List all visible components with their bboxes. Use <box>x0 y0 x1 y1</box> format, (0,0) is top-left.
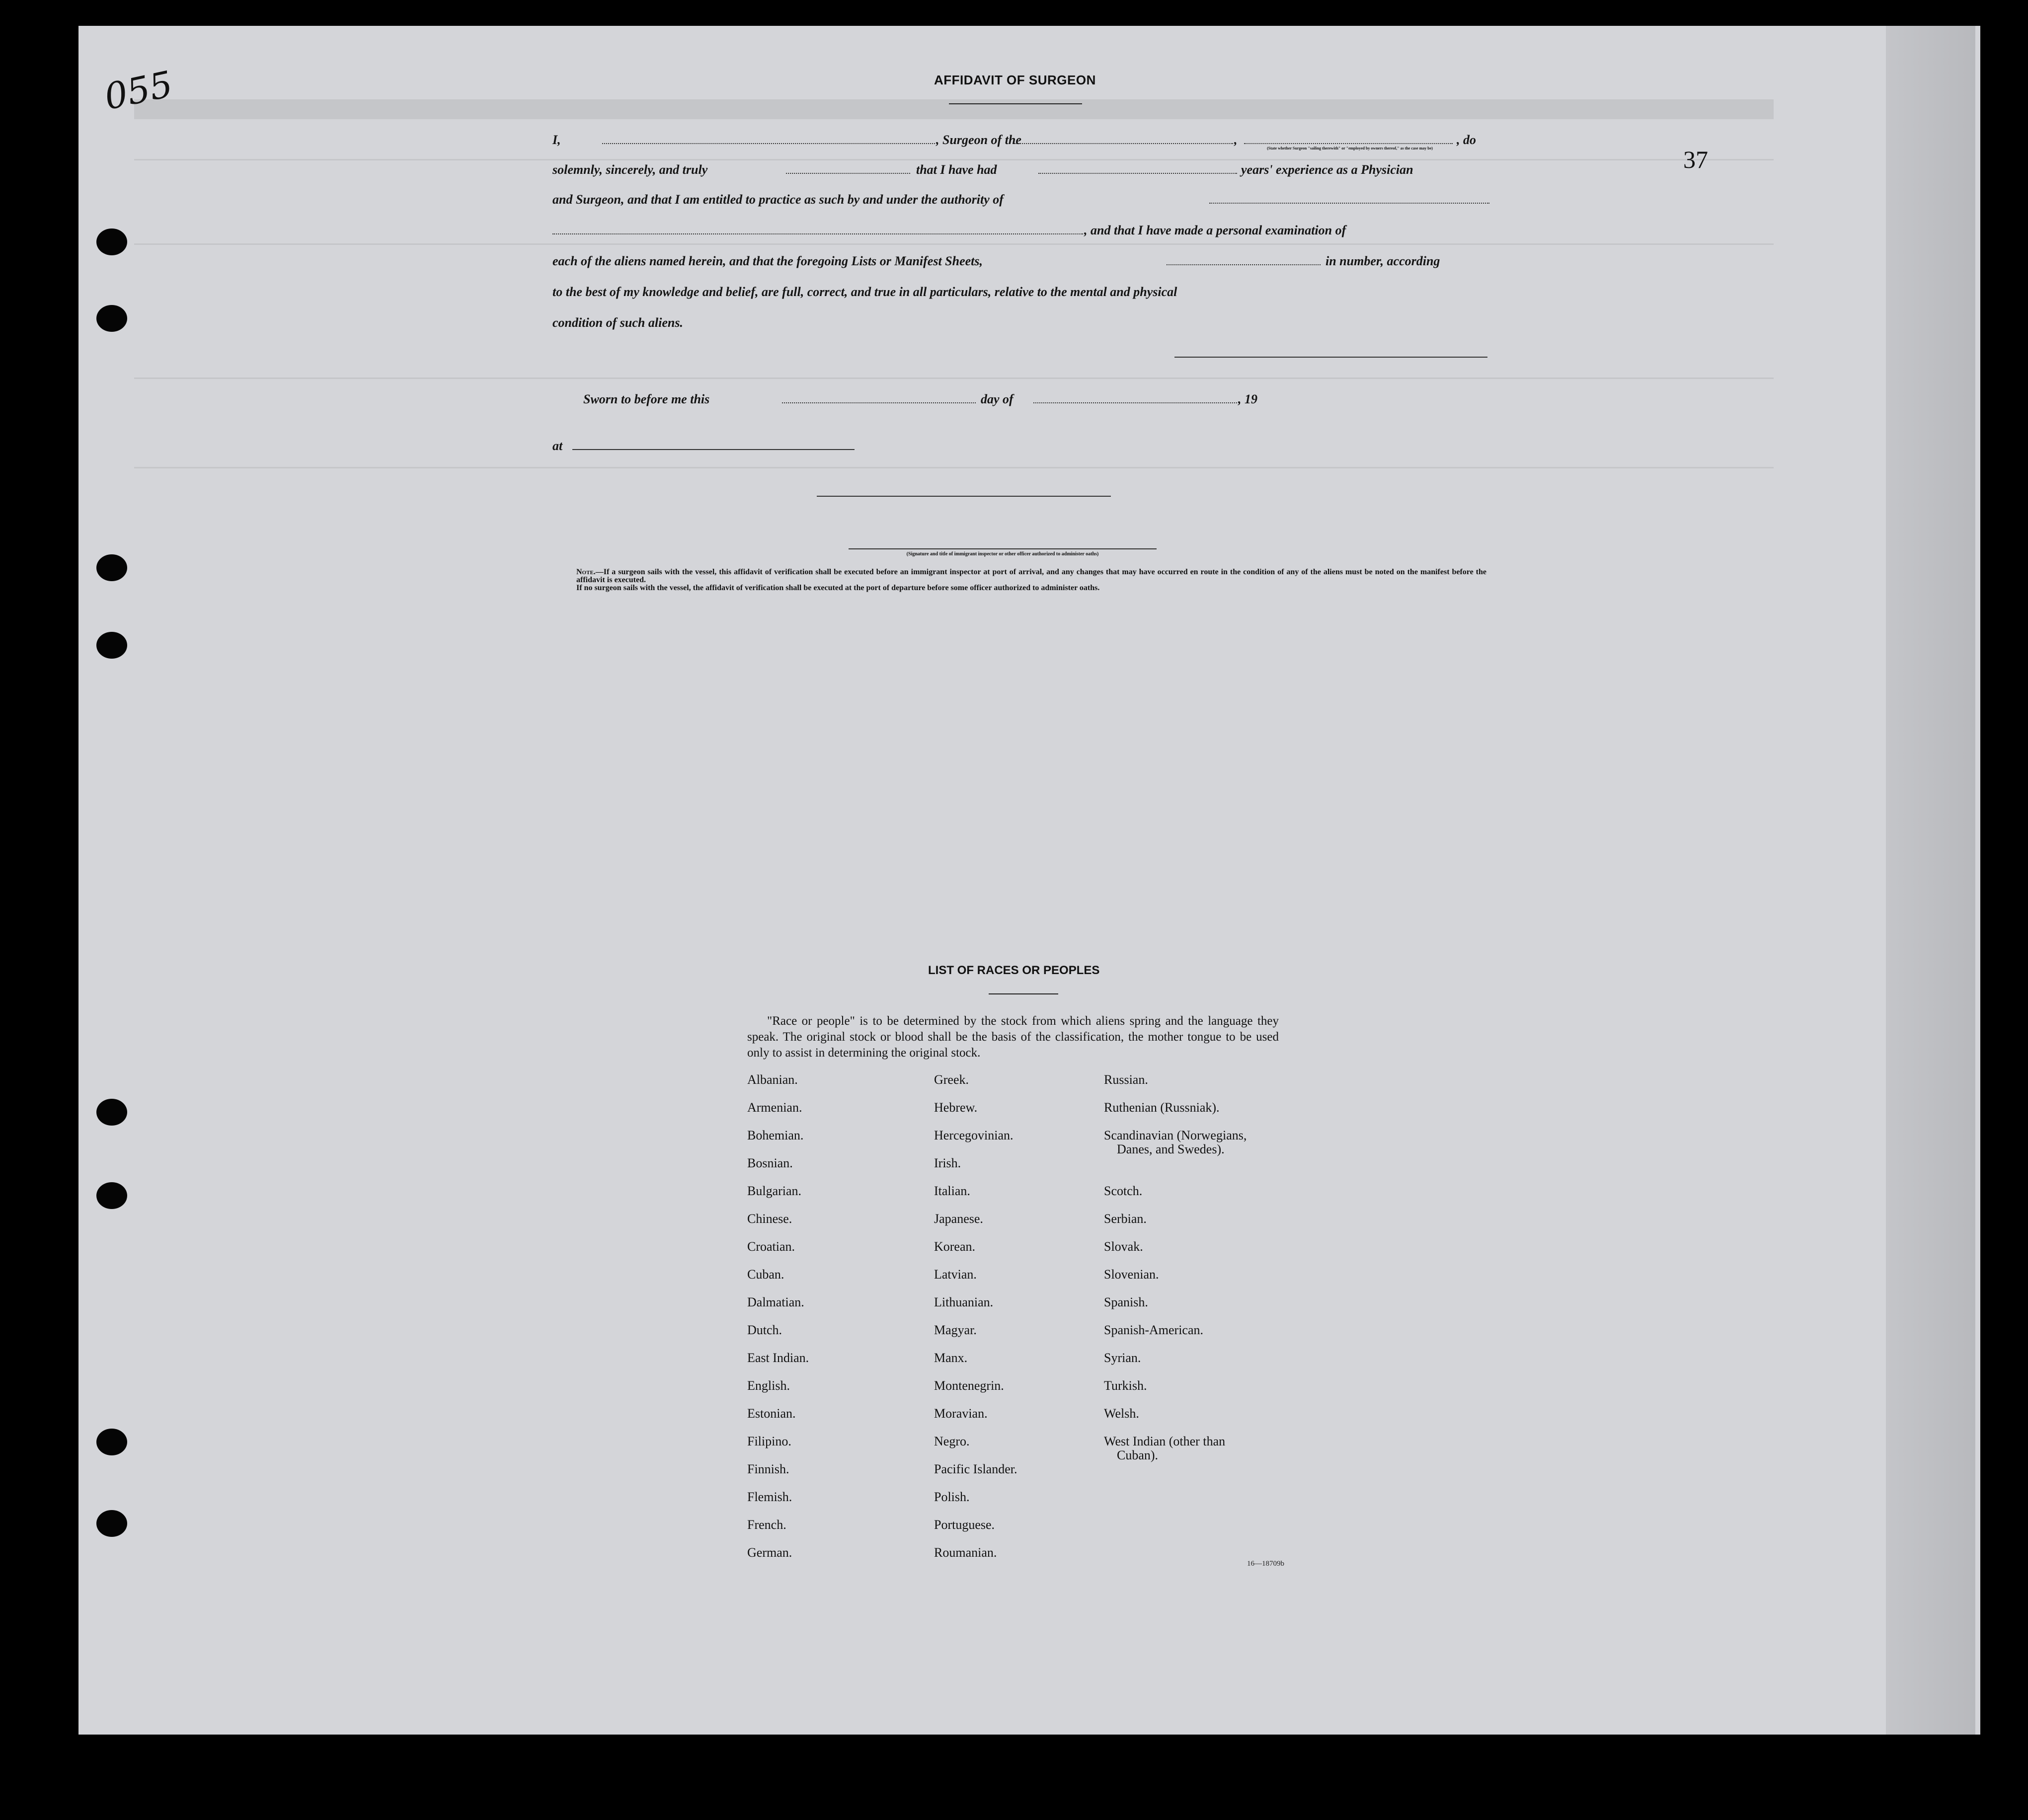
page-edge <box>1886 26 1975 1735</box>
race-item: Russian. <box>1104 1072 1148 1087</box>
race-item: Dutch. <box>747 1323 782 1337</box>
binder-hole <box>96 228 127 255</box>
note-second: If no surgeon sails with the vessel, the affidavit of verification shall be executed at the port of departure before some officer authorized to administer oaths. <box>576 584 1100 592</box>
binder-hole <box>96 1099 127 1126</box>
affidavit-text: condition of such aliens. <box>552 315 683 330</box>
race-item: Finnish. <box>747 1462 789 1476</box>
races-column-3 <box>1104 1073 1247 1490</box>
label-have-had: that I have had <box>916 162 997 177</box>
race-item: Spanish-American. <box>1104 1323 1204 1337</box>
label-sworn: Sworn to before me this <box>583 392 710 406</box>
sworn-month-field[interactable] <box>1033 402 1237 403</box>
race-item: Polish. <box>934 1490 970 1504</box>
handwritten-margin-note: 055 <box>100 63 176 118</box>
race-item: Hercegovinian. <box>934 1128 1014 1142</box>
note-body: —If a surgeon sails with the vessel, this affidavit of verification shall be executed before an immigrant inspector at port of arrival, and any changes that may have occurred en route in the condition of any of the aliens must be noted on the manifest before the affidavit is executed. <box>576 568 1486 584</box>
surgeon-name-field[interactable] <box>602 143 935 144</box>
binder-hole <box>96 554 127 581</box>
race-item: German. <box>747 1545 792 1560</box>
race-item: Montenegrin. <box>934 1378 1004 1393</box>
race-item: Slovak. <box>1104 1239 1143 1254</box>
years-experience-field[interactable] <box>1038 173 1237 174</box>
race-item: Dalmatian. <box>747 1295 804 1309</box>
label-examination: , and that I have made a personal examination of <box>1084 223 1346 237</box>
affidavit-line-4 <box>552 221 1489 240</box>
race-item-line: Scandinavian (Norwegians, <box>1104 1128 1247 1142</box>
race-item: Negro. <box>934 1434 970 1448</box>
label-year: , 19 <box>1238 392 1257 406</box>
affidavit-line-2 <box>552 160 1489 180</box>
race-item: Latvian. <box>934 1267 977 1282</box>
race-item: Armenian. <box>747 1100 802 1115</box>
affidavit-text: to the best of my knowledge and belief, are full, correct, and true in all particulars, relative to the mental and physical <box>552 285 1177 299</box>
race-item-line: Cuban). <box>1117 1448 1159 1462</box>
affidavit-line-7 <box>552 313 1489 333</box>
race-item: Moravian. <box>934 1406 988 1421</box>
note-block <box>551 568 1486 592</box>
comma: , <box>1234 133 1238 147</box>
race-item: English. <box>747 1378 790 1393</box>
surgeon-signature-line[interactable] <box>1174 357 1487 358</box>
race-item-line: Danes, and Swedes). <box>1117 1142 1225 1156</box>
race-item: Japanese. <box>934 1212 983 1226</box>
sworn-place-field[interactable] <box>572 449 855 450</box>
race-item: Greek. <box>934 1072 969 1087</box>
label-i: I, <box>552 133 561 147</box>
race-item: Magyar. <box>934 1323 977 1337</box>
authority-field[interactable] <box>1209 203 1489 204</box>
races-intro <box>747 1013 1279 1061</box>
label-in-number: in number, according <box>1326 254 1440 268</box>
race-item: Spanish. <box>1104 1295 1148 1309</box>
vessel-name-field[interactable] <box>1014 143 1233 144</box>
oath-word-field[interactable] <box>786 173 910 174</box>
race-item: Slovenian. <box>1104 1267 1159 1282</box>
race-item: Filipino. <box>747 1434 791 1448</box>
title-underline <box>949 103 1082 104</box>
race-item: Scotch. <box>1104 1184 1143 1198</box>
race-item: Flemish. <box>747 1490 792 1504</box>
form-number: 16—18709b <box>1247 1560 1284 1568</box>
signature-line[interactable] <box>817 496 1111 497</box>
race-item: Turkish. <box>1104 1378 1147 1393</box>
race-item: Korean. <box>934 1239 976 1254</box>
race-item: Albanian. <box>747 1072 798 1087</box>
label-experience: years' experience as a Physician <box>1241 162 1413 177</box>
page-number: 37 <box>1683 146 1708 173</box>
affidavit-title: AFFIDAVIT OF SURGEON <box>934 73 1096 87</box>
sworn-line <box>552 389 1489 409</box>
race-item-line: West Indian (other than <box>1104 1434 1226 1448</box>
note-label: Note. <box>576 568 596 576</box>
binder-hole <box>96 1510 127 1537</box>
race-item: Bohemian. <box>747 1128 804 1142</box>
binder-hole <box>96 632 127 659</box>
label-solemnly: solemnly, sincerely, and truly <box>552 162 708 177</box>
state-whether-note: (State whether Surgeon "sailing therewith" or "employed by owners thereof," as the case may be) <box>1267 146 1433 151</box>
races-title-underline <box>989 993 1058 994</box>
race-item: East Indian. <box>747 1351 809 1365</box>
race-item: Chinese. <box>747 1212 792 1226</box>
race-item: Pacific Islander. <box>934 1462 1017 1476</box>
race-item <box>1104 1435 1247 1490</box>
affidavit-line-1 <box>552 130 1489 150</box>
label-and-surgeon: and Surgeon, and that I am entitled to practice as such by and under the authority of <box>552 192 1004 207</box>
races-column-2 <box>934 1073 1017 1574</box>
race-item: Serbian. <box>1104 1212 1147 1226</box>
label-each-of: each of the aliens named herein, and that the foregoing Lists or Manifest Sheets, <box>552 254 983 268</box>
signature-caption: (Signature and title of immigrant inspector or other officer authorized to administer oaths) <box>849 548 1157 557</box>
binder-hole <box>96 305 127 332</box>
race-item: Ruthenian (Russniak). <box>1104 1100 1220 1115</box>
race-item: Syrian. <box>1104 1351 1141 1365</box>
at-line <box>552 436 1489 456</box>
races-intro-text: "Race or people" is to be determined by the stock from which aliens spring and the language they speak. The original stock or blood shall be the basis of the classification, the mother tongue to be used only to assist in determining the original stock. <box>747 1014 1279 1060</box>
race-item: Cuban. <box>747 1267 784 1282</box>
sheet-count-field[interactable] <box>1167 264 1321 265</box>
race-item: Italian. <box>934 1184 970 1198</box>
sworn-day-field[interactable] <box>782 402 976 403</box>
binder-hole <box>96 1429 127 1455</box>
race-item: Croatian. <box>747 1239 795 1254</box>
label-at: at <box>552 439 563 453</box>
affidavit-line-5 <box>552 251 1489 271</box>
race-item: Portuguese. <box>934 1517 995 1532</box>
race-item: Roumanian. <box>934 1545 997 1560</box>
race-item: Manx. <box>934 1351 968 1365</box>
race-item: Estonian. <box>747 1406 796 1421</box>
label-do: , do <box>1457 133 1476 147</box>
race-item <box>1104 1129 1247 1184</box>
races-title: LIST OF RACES OR PEOPLES <box>928 964 1100 977</box>
race-item: Bulgarian. <box>747 1184 802 1198</box>
races-column-1 <box>747 1073 809 1574</box>
authority-continued-field[interactable] <box>552 233 1083 234</box>
race-item: Welsh. <box>1104 1406 1139 1421</box>
race-item: French. <box>747 1517 786 1532</box>
affidavit-line-6 <box>552 282 1489 302</box>
affidavit-line-3 <box>552 190 1489 210</box>
race-item: Bosnian. <box>747 1156 793 1170</box>
label-day-of: day of <box>981 392 1014 406</box>
label-surgeon-of-the: , Surgeon of the <box>936 133 1021 147</box>
race-item: Lithuanian. <box>934 1295 994 1309</box>
race-item: Hebrew. <box>934 1100 978 1115</box>
race-item: Irish. <box>934 1156 961 1170</box>
binder-hole <box>96 1182 127 1209</box>
surgeon-status-field[interactable] <box>1244 143 1453 144</box>
